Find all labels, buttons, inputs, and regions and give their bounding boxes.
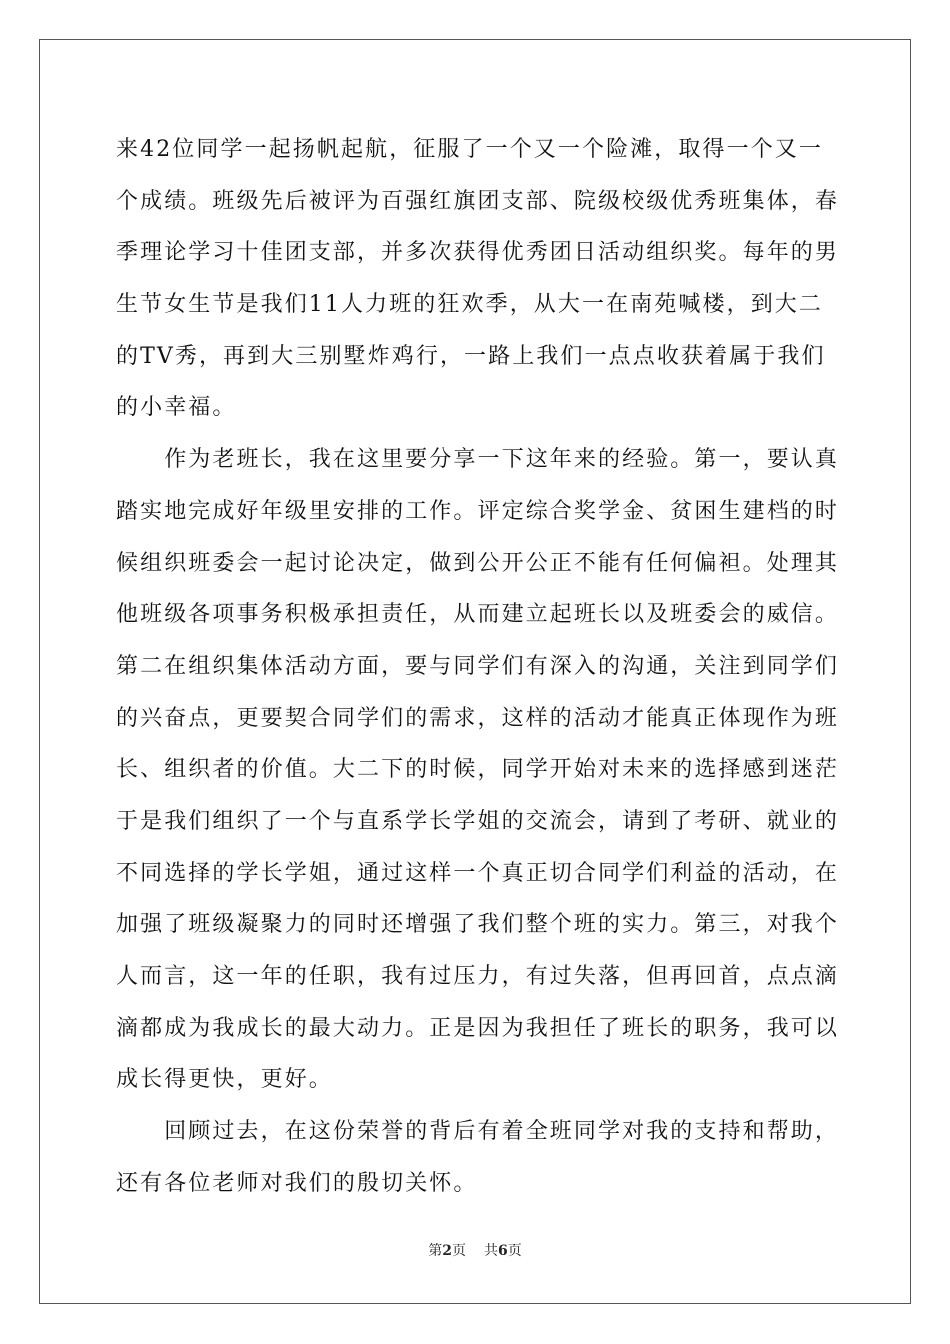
text-line: 候组织班委会一起讨论决定，做到公开公正不能有任何偏袒。处理其: [116, 550, 840, 576]
text-line: 个成绩。班级先后被评为百强红旗团支部、院级校级优秀班集体，春: [116, 188, 840, 214]
text-line: 作为老班长，我在这里要分享一下这年来的经验。第一，要认真: [116, 447, 840, 473]
text-line: 加强了班级凝聚力的同时还增强了我们整个班的实力。第三，对我个: [116, 912, 840, 938]
text-line: 的TV秀，再到大三别墅炸鸡行，一路上我们一点点收获着属于我们: [116, 343, 826, 369]
total-unit: 页: [507, 1243, 522, 1259]
page-footer: [0, 1240, 950, 1260]
total-prefix: 共: [484, 1243, 498, 1259]
text-line: 季理论学习十佳团支部，并多次获得优秀团日活动组织奖。每年的男: [116, 240, 840, 266]
text-line: 第二在组织集体活动方面，要与同学们有深入的沟通，关注到同学们: [116, 653, 840, 679]
text-line: 他班级各项事务积极承担责任，从而建立起班长以及班委会的威信。: [116, 602, 840, 628]
text-line: 人而言，这一年的任职，我有过压力，有过失落，但再回首，点点滴: [116, 964, 840, 989]
page-total: 6: [498, 1243, 508, 1259]
document-body: [116, 124, 840, 1209]
text-line: 的兴奋点，更要契合同学们的需求，这样的活动才能真正体现作为班: [116, 705, 840, 731]
text-line: 不同选择的学长学姐，通过这样一个真正切合同学们利益的活动，在: [116, 860, 840, 886]
text-line: 成长得更快，更好。: [116, 1067, 333, 1093]
text-line: 回顾过去，在这份荣誉的背后有着全班同学对我的支持和帮助，: [116, 1119, 840, 1145]
page-unit: 页: [452, 1243, 466, 1259]
text-line: 还有各位老师对我们的殷切关怀。: [116, 1170, 478, 1196]
text-line: 长、组织者的价值。大二下的时候，同学开始对未来的选择感到迷茫: [116, 757, 840, 783]
text-line: 的小幸福。: [116, 395, 237, 421]
text-line: 生节女生节是我们11人力班的狂欢季，从大一在南苑喊楼，到大二: [116, 292, 823, 318]
text-line: 于是我们组织了一个与直系学长学姐的交流会，请到了考研、就业的: [116, 808, 840, 834]
page-current: 2: [442, 1243, 452, 1259]
text-line: 来42位同学一起扬帆起航，征服了一个又一个险滩，取得一个又一: [116, 137, 823, 162]
page-prefix: 第: [428, 1243, 443, 1259]
text-line: 踏实地完成好年级里安排的工作。评定综合奖学金、贫困生建档的时: [116, 498, 840, 524]
text-line: 滴都成为我成长的最大动力。正是因为我担任了班长的职务，我可以: [116, 1015, 840, 1041]
